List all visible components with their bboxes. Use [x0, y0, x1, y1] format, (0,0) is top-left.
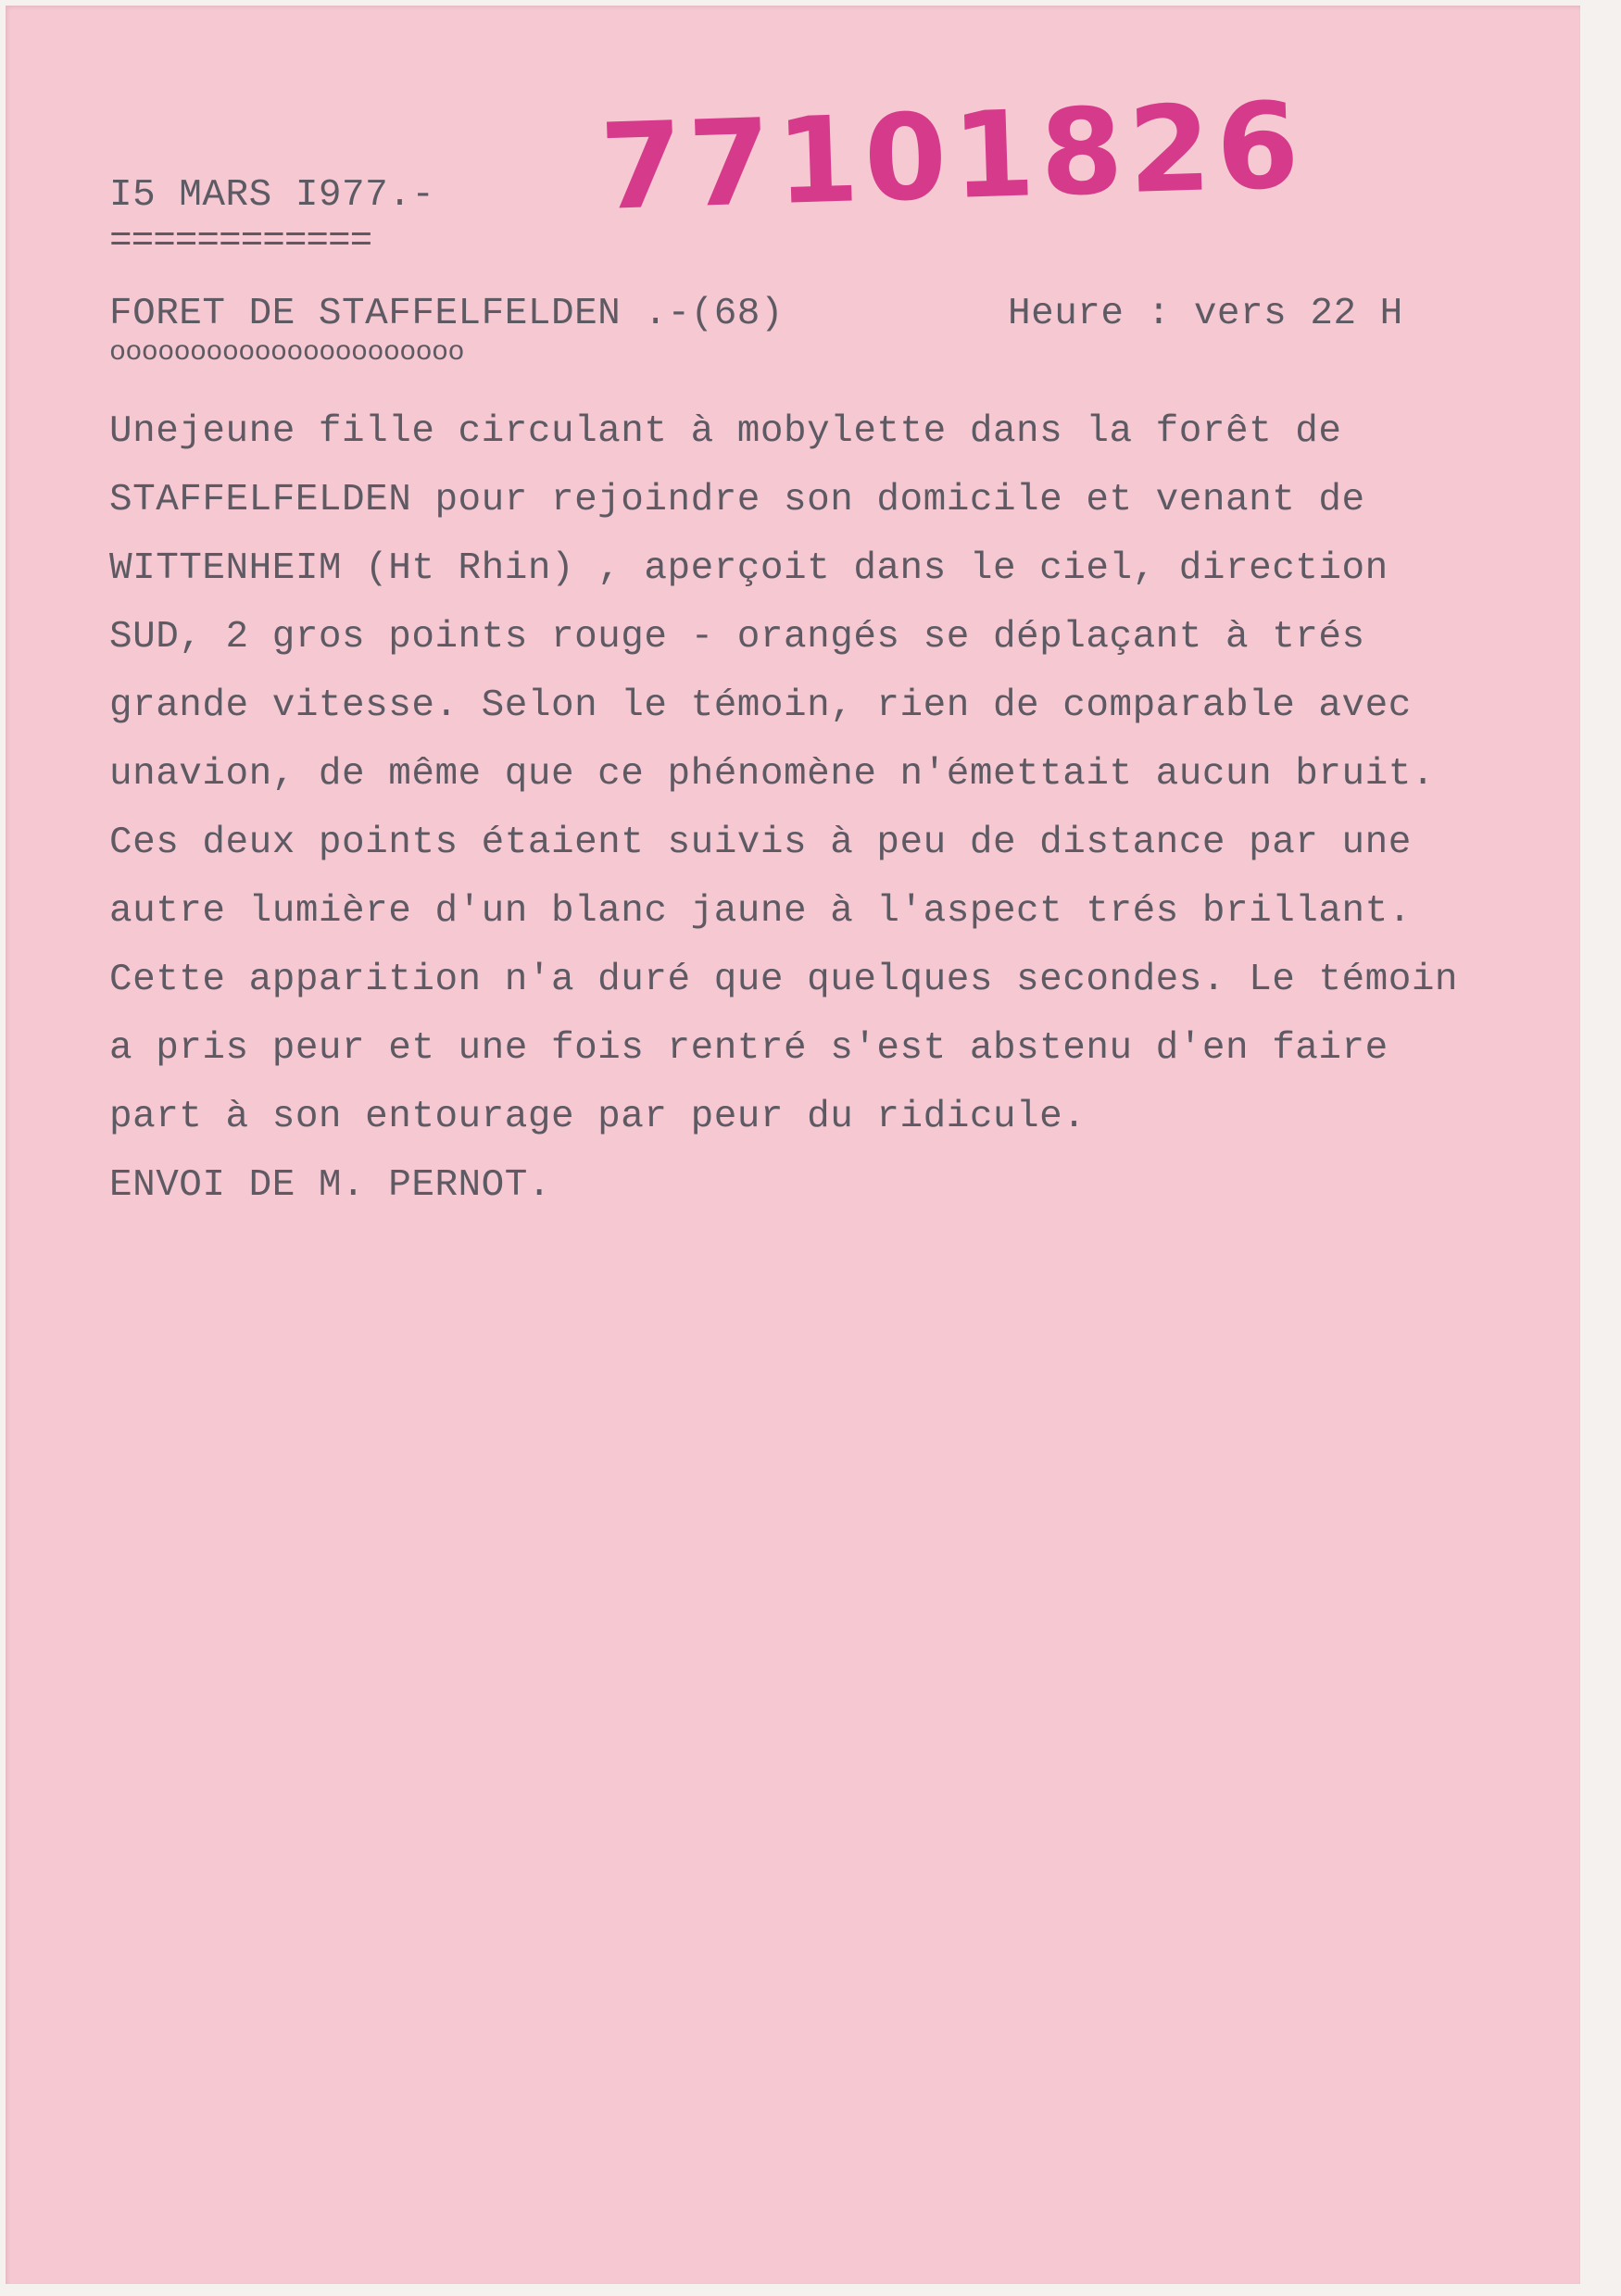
- body-line: ENVOI DE M. PERNOT.: [109, 1164, 551, 1207]
- report-date: I5 MARS I977.-: [109, 174, 435, 217]
- body-line: unavion, de même que ce phénomène n'émettait aucun bruit.: [109, 753, 1435, 796]
- body-line: WITTENHEIM (Ht Rhin) , aperçoit dans le ciel, direction: [109, 547, 1389, 590]
- report-time: Heure : vers 22 H: [1008, 293, 1403, 335]
- body-line: STAFFELFELDEN pour rejoindre son domicile et venant de: [109, 479, 1365, 521]
- report-location: FORET DE STAFFELFELDEN .-(68): [109, 293, 785, 335]
- location-underline: oooooooooooooooooooooo: [109, 337, 464, 369]
- body-line: Ces deux points étaient suivis à peu de distance par une: [109, 822, 1412, 864]
- body-line: autre lumière d'un blanc jaune à l'aspect trés brillant.: [109, 890, 1412, 933]
- body-line: part à son entourage par peur du ridicule.: [109, 1096, 1087, 1138]
- body-line: Unejeune fille circulant à mobylette dans la forêt de: [109, 410, 1342, 453]
- body-line: SUD, 2 gros points rouge - orangés se déplaçant à trés: [109, 616, 1365, 659]
- document-page: [6, 6, 1580, 2284]
- case-number-stamp: 77101826: [597, 77, 1307, 237]
- body-line: Cette apparition n'a duré que quelques secondes. Le témoin: [109, 959, 1459, 1001]
- body-line: a pris peur et une fois rentré s'est abstenu d'en faire: [109, 1027, 1389, 1070]
- date-underline: ============: [109, 220, 372, 263]
- body-line: grande vitesse. Selon le témoin, rien de comparable avec: [109, 684, 1412, 727]
